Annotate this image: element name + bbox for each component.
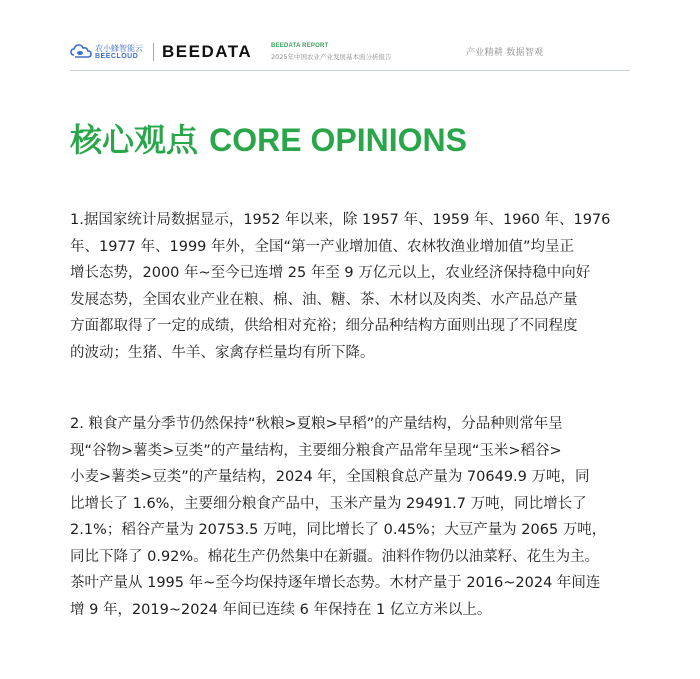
paragraph-line: 小麦>薯类>豆类”的产量结构，2024 年，全国粮食总产量为 70649.9 万吨，同 bbox=[70, 469, 590, 485]
report-cn: 2025年中国农业产业发展基本面分析报告 bbox=[271, 53, 392, 61]
report-label bbox=[271, 43, 392, 61]
paragraph-line: 比增长了 1.6%，主要细分粮食产品中，玉米产量为 29491.7 万吨，同比增长了 bbox=[70, 495, 587, 512]
header-divider bbox=[153, 43, 154, 61]
page-header bbox=[0, 0, 700, 72]
report-en: BEEDATA REPORT bbox=[271, 43, 329, 49]
paragraph-2 bbox=[70, 411, 632, 623]
title-cn: 核心观点 bbox=[70, 121, 210, 159]
beedata-rest: DATA bbox=[201, 42, 253, 61]
paragraph-line: 发展态势，全国农业产业在粮、棉、油、糖、茶、木材以及肉类、水产品总产量 bbox=[70, 291, 578, 308]
brand-en: BEECLOUD bbox=[95, 52, 139, 60]
brand-text bbox=[95, 44, 143, 61]
paragraph-line: 2.1%；稻谷产量为 20753.5 万吨，同比增长了 0.45%；大豆产量为 2065 万吨， bbox=[70, 522, 607, 538]
brand-logo bbox=[70, 42, 252, 62]
paragraph-line: 同比下降了 0.92%。棉花生产仍然集中在新疆。油料作物仍以油菜籽、花生为主。 bbox=[70, 548, 600, 565]
paragraph-line: 2. 粮食产量分季节仍然保持“秋粮>夏粮>早稻”的产量结构，分品种则常年呈 bbox=[70, 416, 563, 432]
paragraph-line: 增长态势，2000 年~至今已连增 25 年至 9 万亿元以上，农业经济保持稳中向好 bbox=[70, 265, 591, 281]
paragraph-line: 的波动；生猪、牛羊、家禽存栏量均有所下降。 bbox=[70, 344, 375, 361]
paragraph-line: 茶叶产量从 1995 年~至今均保持逐年增长态势。木材产量于 2016~2024 年间连 bbox=[70, 575, 601, 591]
title-en: CORE OPINIONS bbox=[209, 122, 467, 158]
beedata-bold: BEE bbox=[162, 42, 202, 61]
paragraph-line: 增 9 年，2019~2024 年间已连续 6 年保持在 1 亿立方米以上。 bbox=[70, 601, 492, 618]
beedata-logo bbox=[162, 42, 252, 62]
bee-cloud-icon bbox=[70, 42, 92, 62]
header-rule bbox=[70, 70, 630, 71]
paragraph-1 bbox=[70, 207, 632, 366]
brand-cn: 农小蜂智能云 bbox=[95, 43, 143, 53]
paragraph-line: 年、1977 年、1999 年外，全国“第一产业增加值、农林牧渔业增加值”均呈正 bbox=[70, 238, 575, 255]
paragraph-line: 1.据国家统计局数据显示，1952 年以来，除 1957 年、1959 年、1960 年、1976 bbox=[70, 212, 611, 228]
paragraph-line: 方面都取得了一定的成绩，供给相对充裕；细分品种结构方面则出现了不同程度 bbox=[70, 318, 578, 334]
page-title bbox=[70, 118, 467, 162]
paragraph-line: 现“谷物>薯类>豆类”的产量结构，主要细分粮食产品常年呈现“玉米>稻谷> bbox=[70, 442, 562, 459]
header-slogan: 产业精耕 数据智观 bbox=[466, 48, 544, 58]
